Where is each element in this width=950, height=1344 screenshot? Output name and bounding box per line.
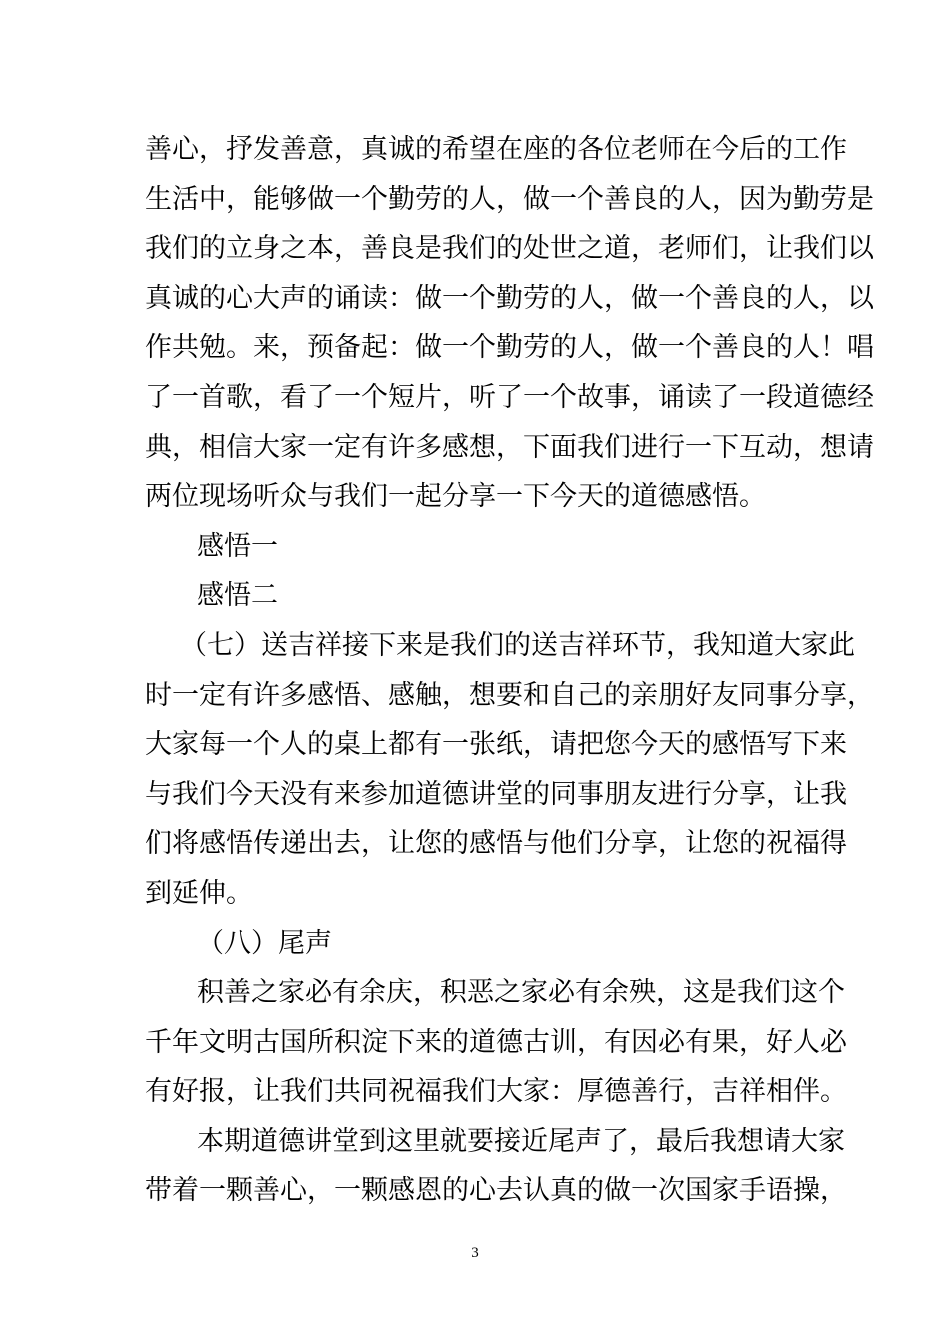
- text-line: 善心，抒发善意，真诚的希望在座的各位老师在今后的工作: [145, 134, 847, 165]
- text-line: 大家每一个人的桌上都有一张纸，请把您今天的感悟写下来: [145, 729, 847, 760]
- text-line: 典，相信大家一定有许多感想，下面我们进行一下互动，想请: [145, 432, 874, 463]
- text-line: 有好报，让我们共同祝福我们大家：厚德善行，吉祥相伴。: [145, 1076, 847, 1107]
- text-line: 积善之家必有余庆，积恶之家必有余殃，这是我们这个: [197, 977, 845, 1008]
- text-line: 作共勉。来，预备起：做一个勤劳的人，做一个善良的人！唱: [145, 332, 874, 363]
- text-line: 我们的立身之本，善良是我们的处世之道，老师们，让我们以: [145, 233, 874, 264]
- text-line: 两位现场听众与我们一起分享一下今天的道德感悟。: [145, 481, 766, 512]
- text-line: 与我们今天没有来参加道德讲堂的同事朋友进行分享，让我: [145, 779, 847, 810]
- text-line: 千年文明古国所积淀下来的道德古训，有因必有果，好人必: [145, 1027, 847, 1058]
- text-line: 了一首歌，看了一个短片，听了一个故事，诵读了一段道德经: [145, 382, 874, 413]
- text-line: 到延伸。: [145, 878, 253, 909]
- text-line: 感悟一: [197, 531, 278, 562]
- text-line: 时一定有许多感悟、感触，想要和自己的亲朋好友同事分享，: [145, 680, 874, 711]
- text-line: （八）尾声: [197, 928, 332, 959]
- text-line: 生活中，能够做一个勤劳的人，做一个善良的人，因为勤劳是: [145, 184, 874, 215]
- text-line: 本期道德讲堂到这里就要接近尾声了，最后我想请大家: [197, 1126, 845, 1157]
- text-line: 带着一颗善心，一颗感恩的心去认真的做一次国家手语操，: [145, 1175, 847, 1206]
- page-number: 3: [471, 1245, 479, 1261]
- text-line: 真诚的心大声的诵读：做一个勤劳的人，做一个善良的人，以: [145, 283, 874, 314]
- text-line: 们将感悟传递出去，让您的感悟与他们分享，让您的祝福得: [145, 828, 847, 859]
- text-line: 感悟二: [197, 580, 278, 611]
- text-line: （七）送吉祥接下来是我们的送吉祥环节，我知道大家此: [180, 630, 855, 661]
